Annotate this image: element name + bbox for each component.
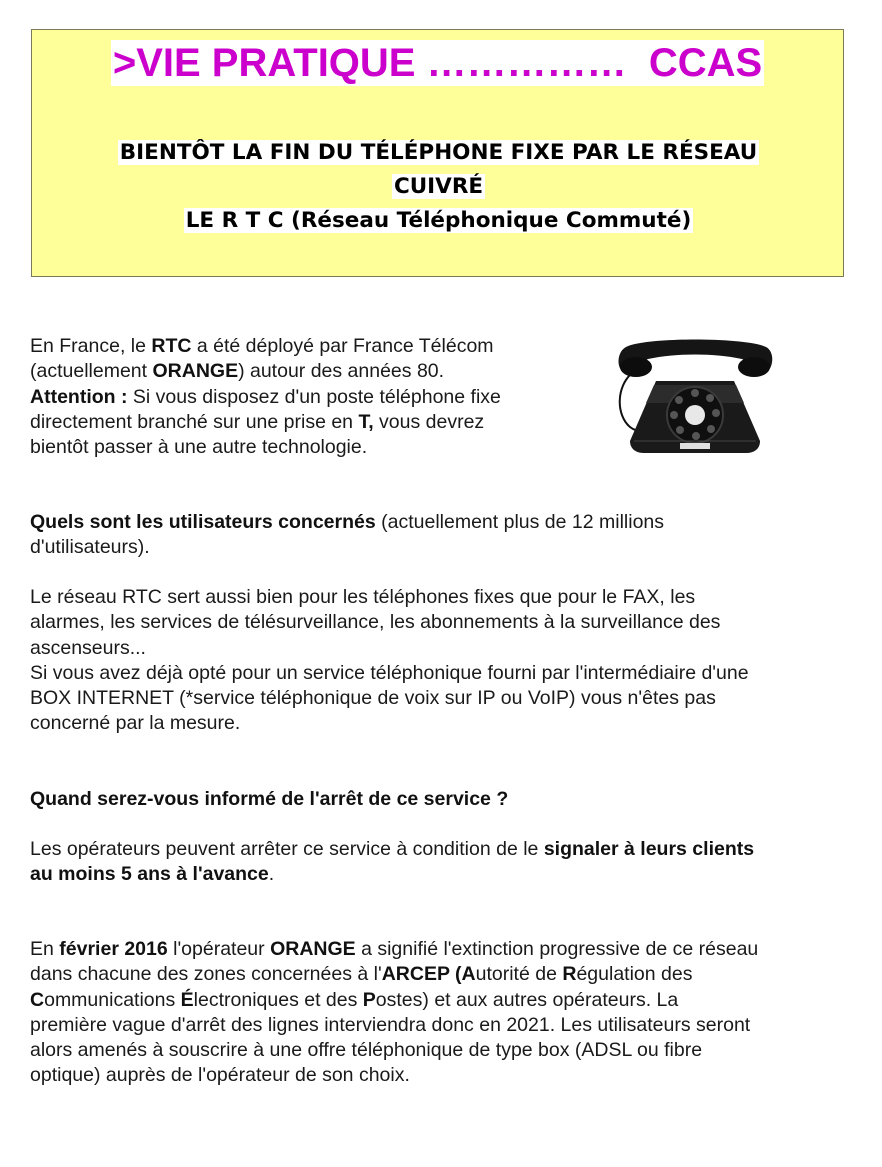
- headline-line-1: BIENTÔT LA FIN DU TÉLÉPHONE FIXE PAR LE RÉSEAU: [119, 140, 758, 165]
- operators-text: Les opérateurs peuvent arrêter ce service à condition de le: [30, 838, 544, 860]
- february-text: l'opérateur: [167, 938, 271, 960]
- network-text: alarmes, les services de télésurveillance, les abonnements à la surveillance des: [30, 611, 721, 634]
- february-text: alors amenés à souscrire à une offre téléphonique de type box (ADSL ou fibre: [30, 1039, 703, 1062]
- network-text: Le réseau RTC sert aussi bien pour les téléphones fixes que pour le FAX, les: [30, 586, 696, 608]
- intro-text: ) autour des années 80.: [238, 360, 445, 383]
- network-text: Si vous avez déjà opté pour un service téléphonique fourni par l'intermédiaire d'une: [30, 661, 749, 684]
- network-paragraph: [30, 585, 749, 737]
- operators-text: .: [268, 863, 275, 886]
- february-text: égulation des: [576, 963, 693, 986]
- headline-line-2: CUIVRÉ: [393, 174, 484, 199]
- february-text: ostes) et aux autres opérateurs. La: [375, 988, 679, 1011]
- february-text: a signifié l'extinction progressive de ce réseau: [355, 938, 759, 960]
- february-text: ommunications: [44, 988, 181, 1011]
- intro-paragraph: [30, 334, 501, 460]
- operators-bold: signaler à leurs clients: [543, 838, 755, 860]
- when-heading: [30, 787, 508, 812]
- when-heading-text: Quand serez-vous informé de l'arrêt de ce service ?: [30, 788, 509, 810]
- february-initial: R: [562, 963, 577, 986]
- february-text: utorité de: [475, 963, 563, 986]
- february-text: lectroniques et des: [193, 988, 363, 1011]
- users-paragraph: [30, 510, 664, 561]
- february-initial: É: [180, 988, 194, 1011]
- february-paragraph: [30, 937, 758, 1089]
- users-heading: Quels sont les utilisateurs concernés: [30, 511, 376, 533]
- section-title-text: >VIE PRATIQUE …………… CCAS: [112, 41, 763, 85]
- users-text: (actuellement plus de 12 millions: [375, 511, 665, 533]
- headline-line-3: LE R T C (Réseau Téléphonique Commuté): [185, 208, 692, 233]
- february-text: En: [30, 938, 60, 960]
- intro-t-socket: T,: [358, 410, 374, 433]
- february-date: février 2016: [59, 938, 168, 960]
- february-orange: ORANGE: [270, 938, 356, 960]
- intro-text: vous devrez: [373, 410, 485, 433]
- intro-text: Si vous disposez d'un poste téléphone fixe: [127, 385, 501, 408]
- intro-attention: Attention :: [30, 385, 128, 408]
- intro-text: En France, le: [30, 335, 152, 357]
- february-text: optique) auprès de l'opérateur de son choix.: [30, 1064, 410, 1087]
- section-title: [32, 40, 843, 86]
- february-text: dans chacune des zones concernées à l': [30, 963, 382, 986]
- operators-paragraph: [30, 837, 754, 888]
- february-initial: P: [362, 988, 376, 1011]
- operators-bold: au moins 5 ans à l'avance: [30, 863, 269, 886]
- network-text: BOX INTERNET (*service téléphonique de voix sur IP ou VoIP) vous n'êtes pas: [30, 687, 716, 710]
- february-text: première vague d'arrêt des lignes interviendra donc en 2021. Les utilisateurs seront: [30, 1013, 751, 1036]
- intro-text: directement branché sur une prise en: [30, 410, 359, 433]
- header-box: [31, 29, 844, 277]
- february-arcep: ARCEP (A: [381, 963, 476, 986]
- rotary-telephone-icon: [614, 337, 776, 457]
- article-headline: [52, 136, 825, 238]
- intro-text: a été déployé par France Télécom: [191, 335, 494, 357]
- intro-rtc: RTC: [151, 335, 192, 357]
- users-text: d'utilisateurs).: [30, 536, 150, 559]
- intro-text: (actuellement: [30, 360, 153, 383]
- network-text: ascenseurs...: [30, 636, 146, 659]
- intro-orange: ORANGE: [152, 360, 239, 383]
- network-text: concerné par la mesure.: [30, 712, 241, 735]
- intro-text: bientôt passer à une autre technologie.: [30, 436, 368, 459]
- february-initial: C: [30, 988, 45, 1011]
